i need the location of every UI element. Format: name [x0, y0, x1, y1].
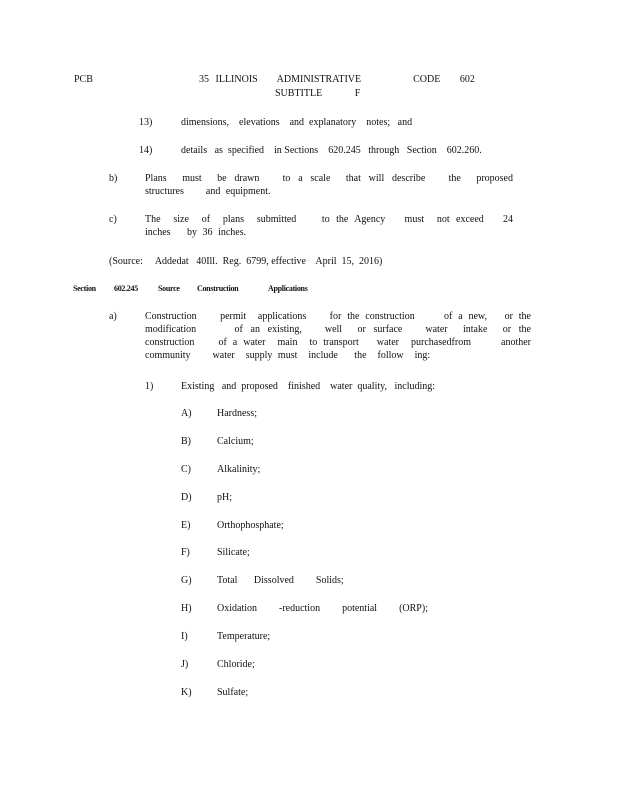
- sub-item-text: Temperature;: [217, 631, 271, 642]
- header-left: PCB: [74, 74, 93, 85]
- sub-item-text: Oxidation -reduction potential (ORP);: [217, 603, 428, 614]
- item-marker: 14): [139, 145, 153, 156]
- sub-item-text: pH;: [217, 492, 232, 503]
- sub-item-marker: G): [181, 575, 192, 586]
- sub-item-text: Chloride;: [217, 659, 255, 670]
- sub-item-text: Orthophosphate;: [217, 520, 284, 531]
- sub-item-marker: J): [181, 659, 189, 670]
- sub-item-text: Total Dissolved Solids;: [217, 575, 344, 586]
- header-title-line2: SUBTITLE F: [275, 88, 361, 99]
- sub-item-marker: I): [181, 631, 188, 642]
- sub-item-text: Alkalinity;: [217, 464, 261, 475]
- paragraph-marker: a): [109, 311, 117, 322]
- item-marker: 13): [139, 117, 153, 128]
- sub-item-marker: B): [181, 436, 191, 447]
- paragraph-text: Construction permit applications for the construction of a new, or the modification of an existing, well or surface water intake or the construction of a water main to transport water purchasedfrom another community water supply must include the follow ing:: [145, 311, 542, 361]
- item-text: details as specified in Sections 620.245 through Section 602.260.: [181, 145, 482, 156]
- sub-item-text: Silicate;: [217, 547, 250, 558]
- section-title-word: Applications: [268, 284, 308, 293]
- sub-item-marker: H): [181, 603, 192, 614]
- sub-item-text: Sulfate;: [217, 687, 249, 698]
- sub-item-marker: A): [181, 408, 192, 419]
- item-text: Existing and proposed finished water quality, including:: [181, 381, 436, 392]
- section-title-word: Source: [158, 284, 180, 293]
- sub-item-text: Calcium;: [217, 436, 254, 447]
- sub-item-marker: K): [181, 687, 192, 698]
- paragraph-text: Plans must be drawn to a scale that will describe the proposed structures and equipment.: [145, 173, 530, 197]
- paragraph-marker: c): [109, 214, 117, 225]
- sub-item-marker: F): [181, 547, 190, 558]
- sub-item-marker: C): [181, 464, 191, 475]
- paragraph-marker: b): [109, 173, 118, 184]
- sub-item-marker: D): [181, 492, 192, 503]
- section-number: 602.245: [114, 284, 138, 293]
- sub-item-marker: E): [181, 520, 191, 531]
- item-marker: 1): [145, 381, 154, 392]
- source-note: (Source: Addedat 40Ill. Reg. 6799, effective April 15, 2016): [109, 256, 383, 267]
- section-title-word: Construction: [197, 284, 239, 293]
- sub-item-text: Hardness;: [217, 408, 257, 419]
- paragraph-text: The size of plans submitted to the Agency must not exceed 24 inches by 36 inches.: [145, 214, 524, 238]
- item-text: dimensions, elevations and explanatory notes; and: [181, 117, 413, 128]
- header-title-line1: 35 ILLINOIS ADMINISTRATIVE CODE 602: [199, 74, 475, 85]
- section-label: Section: [73, 284, 96, 293]
